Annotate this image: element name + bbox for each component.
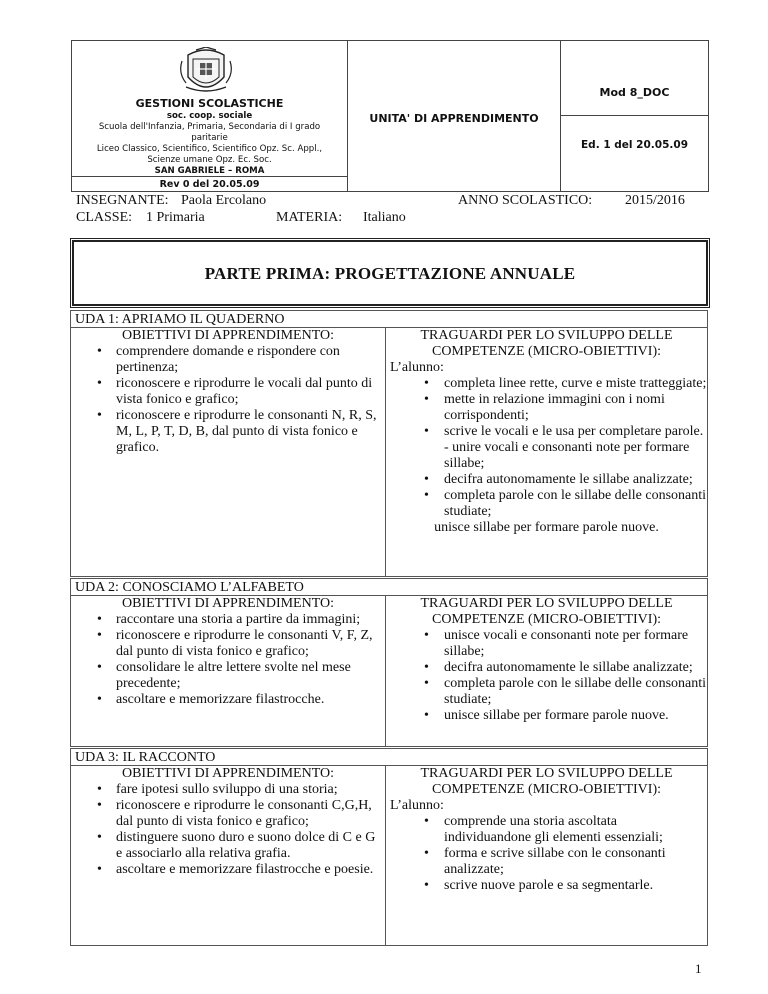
list-item: • completa parole con le sillabe delle consonanti studiate; bbox=[386, 488, 707, 520]
list-item: • riconoscere e riprodurre le consonanti C,G,H, dal punto di vista fonico e grafico; bbox=[71, 798, 385, 830]
class-value: 1 Primaria bbox=[146, 210, 205, 225]
module-code: Mod 8_DOC bbox=[599, 86, 670, 99]
list-item: • unisce sillabe per formare parole nuove. bbox=[386, 708, 707, 724]
organization-schools-line3: Liceo Classico, Scientifico, Scientifico Opz. Sc. Appl., bbox=[96, 144, 323, 154]
uda-title: UDA 1: APRIAMO IL QUADERNO bbox=[75, 312, 285, 327]
learning-objectives-header: OBIETTIVI DI APPRENDIMENTO: bbox=[121, 328, 335, 343]
organization-schools-line4: Scienze umane Opz. Ec. Soc. bbox=[147, 155, 272, 165]
school-crest-logo bbox=[178, 47, 234, 97]
uda-table bbox=[70, 748, 708, 946]
learning-objectives-column bbox=[71, 765, 386, 945]
learning-objectives-column bbox=[71, 595, 386, 746]
competence-goals-column bbox=[386, 595, 707, 746]
list-item: • comprende una storia ascoltata individuandone gli elementi essenziali; bbox=[386, 814, 707, 846]
teacher-name: Paola Ercolano bbox=[181, 193, 267, 208]
competence-goals-list bbox=[386, 376, 707, 520]
organization-schools-line2: paritarie bbox=[191, 133, 228, 143]
list-item: • completa linee rette, curve e miste tratteggiate; bbox=[386, 376, 707, 392]
organization-type: soc. coop. sociale bbox=[166, 111, 253, 121]
revision-divider bbox=[72, 176, 347, 177]
list-item: • riconoscere e riprodurre le vocali dal punto di vista fonico e grafico; bbox=[71, 376, 385, 408]
module-cell bbox=[561, 41, 708, 191]
list-item: • consolidare le altre lettere svolte nel mese precedente; bbox=[71, 660, 385, 692]
learning-objectives-column bbox=[71, 327, 386, 576]
list-item: • scrive le vocali e le usa per completare parole. - unire vocali e consonanti note per formare sillabe; bbox=[386, 424, 707, 472]
module-divider bbox=[561, 115, 708, 116]
list-item: • mette in relazione immagini con i nomi corrispondenti; bbox=[386, 392, 707, 424]
learning-objectives-list bbox=[71, 344, 385, 456]
list-item: • ascoltare e memorizzare filastrocche. bbox=[71, 692, 385, 708]
competence-goals-column bbox=[386, 765, 707, 945]
uda-table bbox=[70, 578, 708, 747]
list-item: • completa parole con le sillabe delle consonanti studiate; bbox=[386, 676, 707, 708]
list-item: • riconoscere e riprodurre le consonanti V, F, Z, dal punto di vista fonico e grafico; bbox=[71, 628, 385, 660]
class-label: CLASSE: bbox=[76, 210, 133, 225]
organization-cell bbox=[72, 41, 348, 191]
competence-goals-subheader: COMPETENZE (MICRO-OBIETTIVI): bbox=[431, 782, 662, 797]
list-item: • ascoltare e memorizzare filastrocche e poesie. bbox=[71, 862, 385, 878]
teacher-label: INSEGNANTE: bbox=[76, 193, 169, 208]
competence-goals-header: TRAGUARDI PER LO SVILUPPO DELLE bbox=[420, 328, 673, 343]
organization-schools-line1: Scuola dell'Infanzia, Primaria, Secondaria di I grado bbox=[98, 122, 321, 132]
section-title: PARTE PRIMA: PROGETTAZIONE ANNUALE bbox=[204, 264, 576, 283]
uda-table bbox=[70, 310, 708, 577]
list-item: • riconoscere e riprodurre le consonanti N, R, S, M, L, P, T, D, B, dal punto di vista fonico e grafico. bbox=[71, 408, 385, 456]
uda-title: UDA 2: CONOSCIAMO L’ALFABETO bbox=[75, 580, 304, 595]
learning-objectives-list bbox=[71, 612, 385, 708]
learning-objectives-header: OBIETTIVI DI APPRENDIMENTO: bbox=[121, 766, 335, 781]
subject-value: Italiano bbox=[363, 210, 406, 225]
revision-label: Rev 0 del 20.05.09 bbox=[159, 179, 260, 190]
learning-objectives-list bbox=[71, 782, 385, 878]
school-year-value: 2015/2016 bbox=[625, 193, 685, 208]
subject-label: MATERIA: bbox=[276, 210, 343, 225]
school-year-label: ANNO SCOLASTICO: bbox=[458, 193, 593, 208]
uda-title: UDA 3: IL RACCONTO bbox=[75, 750, 216, 765]
list-item: • decifra autonomamente le sillabe analizzate; bbox=[386, 472, 707, 488]
document-title-cell bbox=[348, 41, 561, 191]
list-item: • raccontare una storia a partire da immagini; bbox=[71, 612, 385, 628]
list-item: • comprendere domande e rispondere con pertinenza; bbox=[71, 344, 385, 376]
list-item: • fare ipotesi sullo sviluppo di una storia; bbox=[71, 782, 385, 798]
list-item: • scrive nuove parole e sa segmentarle. bbox=[386, 878, 707, 894]
competence-goals-subheader: COMPETENZE (MICRO-OBIETTIVI): bbox=[431, 612, 662, 627]
competence-goals-list bbox=[386, 628, 707, 724]
list-item: • decifra autonomamente le sillabe analizzate; bbox=[386, 660, 707, 676]
edition-label: Ed. 1 del 20.05.09 bbox=[581, 139, 688, 151]
document-title: UNITA' DI APPRENDIMENTO bbox=[369, 112, 539, 125]
page-number: 1 bbox=[695, 961, 702, 976]
competence-goals-header: TRAGUARDI PER LO SVILUPPO DELLE bbox=[420, 766, 673, 781]
organization-name: GESTIONI SCOLASTICHE bbox=[135, 97, 284, 110]
competence-goals-column bbox=[386, 327, 707, 576]
competence-goals-subheader: COMPETENZE (MICRO-OBIETTIVI): bbox=[431, 344, 662, 359]
organization-location: SAN GABRIELE – ROMA bbox=[154, 166, 265, 176]
competence-goals-header: TRAGUARDI PER LO SVILUPPO DELLE bbox=[420, 596, 673, 611]
student-intro: L’alunno: bbox=[390, 798, 444, 813]
list-item: • forma e scrive sillabe con le consonanti analizzate; bbox=[386, 846, 707, 878]
list-item: • distinguere suono duro e suono dolce di C e G e associarlo alla relativa grafia. bbox=[71, 830, 385, 862]
student-intro: L’alunno: bbox=[390, 360, 444, 375]
section-title-box bbox=[70, 238, 710, 308]
list-item: • unisce vocali e consonanti note per formare sillabe; bbox=[386, 628, 707, 660]
competence-goals-footer: unisce sillabe per formare parole nuove. bbox=[434, 520, 659, 535]
document-header bbox=[71, 40, 709, 192]
learning-objectives-header: OBIETTIVI DI APPRENDIMENTO: bbox=[121, 596, 335, 611]
competence-goals-list bbox=[386, 814, 707, 894]
